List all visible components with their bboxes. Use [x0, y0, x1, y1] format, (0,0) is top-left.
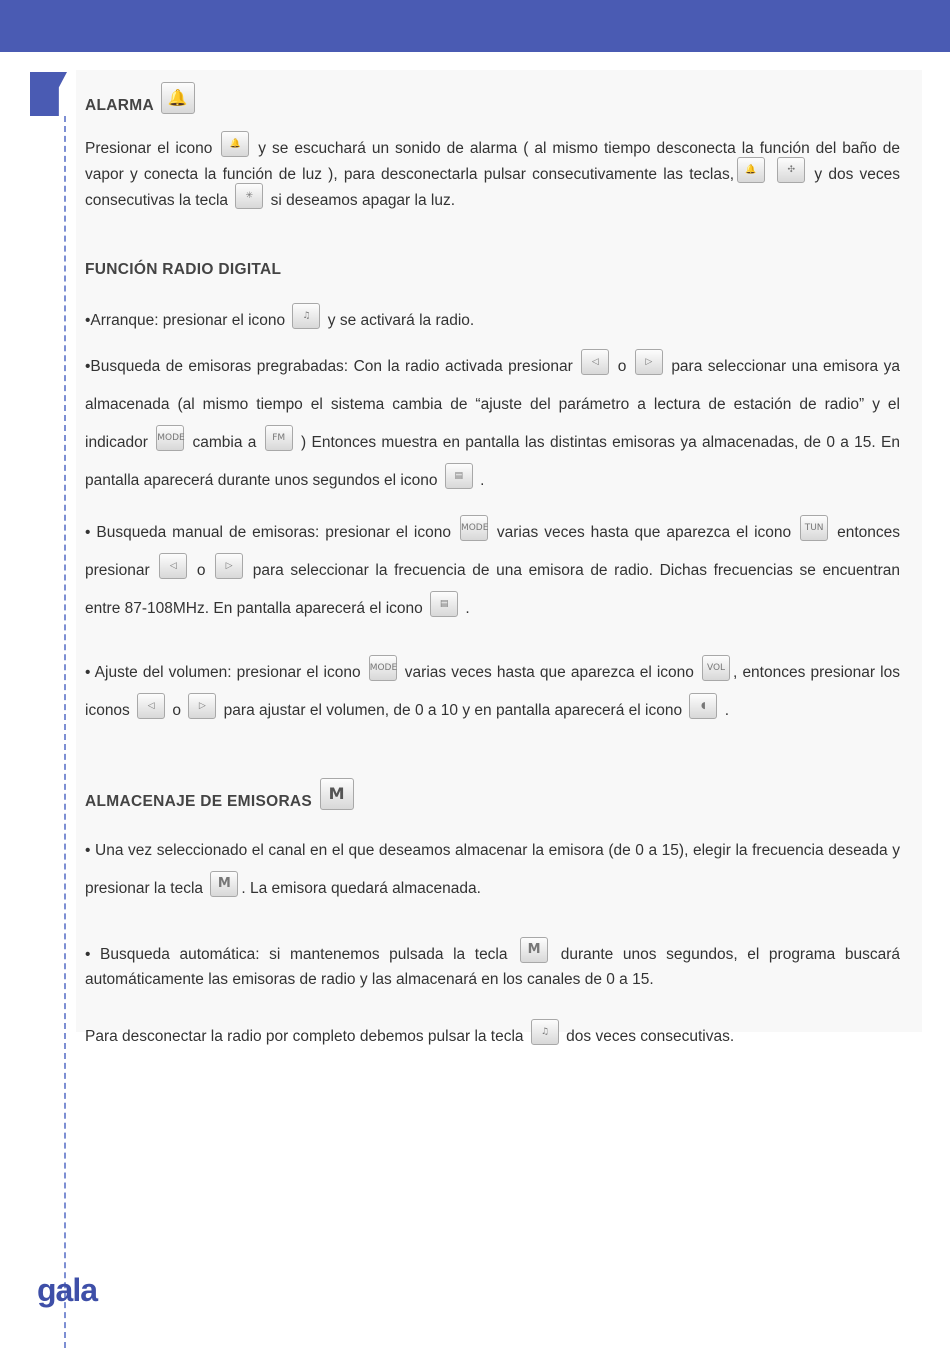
radio-display-icon: ▤ [445, 463, 473, 489]
gala-logo: gala [37, 1272, 98, 1308]
m-key-icon: M [320, 778, 354, 810]
right-arrow-icon: ▷ [188, 693, 216, 719]
speaker-icon: ◖ [689, 693, 717, 719]
m-key-icon: M [210, 871, 238, 897]
radio-busqueda-manual: • Busqueda manual de emisoras: presionar el icono MODE varias veces hasta que aparezca el icono TUN entonces presionar ◁ o ▷ para seleccionar la frecuencia de una emisora de radio. Dichas frecuencias se encuentran entre 87-108MHz. En pantalla aparecerá el icono ▤ . [85, 514, 900, 628]
bell-icon: 🔔 [737, 157, 765, 183]
section-tab-marker [30, 72, 67, 116]
lamp-icon: ✳ [235, 183, 263, 209]
almacenaje-paragraph-2: • Busqueda automática: si mantenemos pulsada la tecla M durante unos segundos, el programa buscará automáticamente las emisoras de radio y las almacenará en los canales de 0 a 15. [85, 942, 900, 992]
right-arrow-icon: ▷ [215, 553, 243, 579]
tun-icon: TUN [800, 515, 828, 541]
radio-heading: FUNCIÓN RADIO DIGITAL [85, 261, 282, 278]
mode-icon: MODE [369, 655, 397, 681]
fan-icon: ✣ [777, 157, 805, 183]
margin-dashed-line [64, 116, 66, 1348]
alarma-heading: ALARMA 🔔 [85, 90, 900, 122]
bell-icon: 🔔 [161, 82, 195, 114]
music-note-icon: ♫ [531, 1019, 559, 1045]
almacenaje-paragraph-3: Para desconectar la radio por completo debemos pulsar la tecla ♫ dos veces consecutivas. [85, 1024, 900, 1050]
vol-icon: VOL [702, 655, 730, 681]
fm-icon: FM [265, 425, 293, 451]
left-arrow-icon: ◁ [581, 349, 609, 375]
almacenaje-heading: ALMACENAJE DE EMISORAS M [85, 786, 900, 818]
radio-arranque: •Arranque: presionar el icono ♫ y se activará la radio. [85, 308, 900, 334]
top-header-band [0, 0, 950, 52]
almacenaje-paragraph-1: • Una vez seleccionado el canal en el que deseamos almacenar la emisora (de 0 a 15), elegir la frecuencia deseada y presionar la tecla M . La emisora quedará almacenada. [85, 842, 900, 897]
right-arrow-icon: ▷ [635, 349, 663, 375]
left-arrow-icon: ◁ [159, 553, 187, 579]
radio-volumen: • Ajuste del volumen: presionar el icono MODE varias veces hasta que aparezca el icono VOL , entonces presionar los iconos ◁ o ▷ para ajustar el volumen, de 0 a 10 y en pantalla aparecerá el icono ◖ . [85, 654, 900, 730]
radio-display-icon: ▤ [430, 591, 458, 617]
alarma-paragraph: Presionar el icono 🔔 y se escuchará un sonido de alarma ( al mismo tiempo desconecta la función del baño de vapor y conecta la función de luz ), para desconectarla pulsar consecutivamente las teclas, 🔔 ✣ y dos veces consecutivas la tecla ✳ si deseamos apagar la luz. [85, 136, 900, 214]
mode-icon: MODE [156, 425, 184, 451]
music-note-icon: ♫ [292, 303, 320, 329]
bell-icon: 🔔 [221, 131, 249, 157]
m-key-icon: M [520, 937, 548, 963]
radio-busqueda-pregrabadas: •Busqueda de emisoras pregrabadas: Con la radio activada presionar ◁ o ▷ para seleccionar una emisora ya almacenada (al mismo tiempo el sistema cambia de “ajuste del parámetro a lectura de estación de radio” y el indicador MODE cambia a FM ) Entonces muestra en pantalla las distintas emisoras ya almacenadas, de 0 a 15. En pantalla aparecerá durante unos segundos el icono ▤ . [85, 348, 900, 500]
page-content [85, 80, 900, 1050]
left-arrow-icon: ◁ [137, 693, 165, 719]
mode-icon: MODE [460, 515, 488, 541]
